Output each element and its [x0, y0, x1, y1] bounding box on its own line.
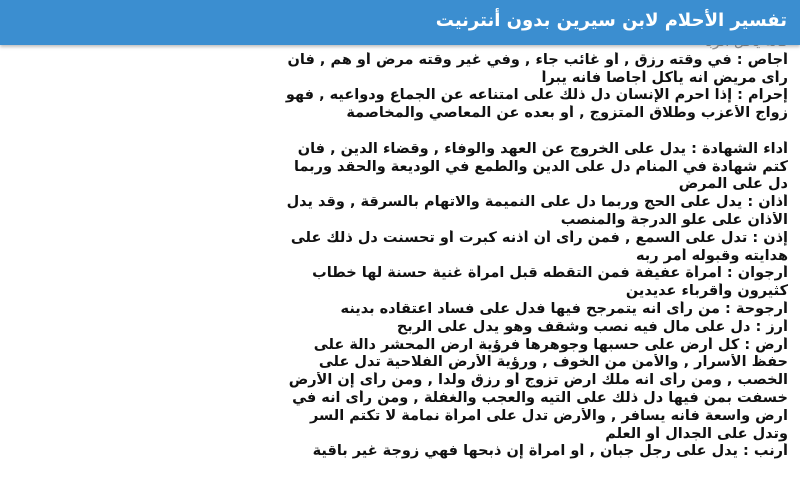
text-line: أرز : دل على مال فيه نصب وشقف وهو يدل على الربح: [396, 318, 788, 335]
dream-interpretation-text: [12, 34, 788, 461]
text-line: حفظ الأسرار , والأمن من الخوف , ورؤية الأرض الفلاحية تدل على: [318, 354, 788, 371]
text-line: أرض : كل أرض على حسبها وجوهرها فرؤية ارض المحشر دالة على: [313, 336, 788, 353]
text-line: أرنب : يدل على رجل جبان , أو امرأة إن ذبحها فهي زوجة غير باقية: [312, 443, 788, 460]
text-line: [12, 123, 788, 141]
text-line: الأذان على علو الدرجة والمنصب: [560, 211, 788, 228]
text-line: الخصب , ومن رأى انه ملك ارض تزوج أو رزق ولدا , ومن رأى إن الأرض: [288, 372, 788, 389]
text-line: أجاص : في وقته رزق , أو غائب جاء , وفي غير وقته مرض أو هم , فان: [287, 51, 788, 68]
text-line: دل على المرض: [678, 176, 788, 193]
text-line: أرجوان : امرأة عفيفة فمن التقطه قبل امرأة غنية حسنة لها خطاب: [312, 265, 788, 282]
text-line: أداء الشهادة : يدل على الخروج عن العهد والوفاء , وقضاء الدين , فان: [297, 140, 788, 157]
text-line: إذن : تدل على السمع , فمن رأى أن أذنه كبرت أو تحسنت دل ذلك على: [290, 229, 788, 246]
text-line: زواج الأعزب وطلاق المتزوج , أو بعده عن المعاصي والمخاصمة: [346, 105, 788, 122]
text-line: ارض واسعة فانه يسافر , والأرض تدل على امرأة نمامة لا تكتم السر: [309, 407, 788, 424]
content-scroll-area[interactable]: [0, 34, 800, 480]
text-line: أذان : يدل على الحج وربما دل على النميمة والاتهام بالسرقة , وقد يدل: [286, 194, 788, 211]
app-bar: [0, 0, 800, 45]
text-line: هدايته وقبوله أمر ربه: [635, 247, 788, 264]
text-line: وتدل على الجدال أو العلم: [605, 425, 788, 442]
text-line: كثيرون وأقرباء عديدين: [625, 283, 788, 300]
text-line: رأى مريض انه يأكل أجاصا فانه يبرأ: [541, 69, 788, 86]
app-title: تفسير الأحلام لابن سيرين بدون أنترنيت: [435, 10, 787, 31]
text-line: كتم شهادة في المنام دل على الدين والطمع في الوديعة والحقد وربما: [294, 158, 788, 175]
text-line: إحرام : إذا احرم الإنسان دل ذلك على امتناعه عن الجماع ودواعيه , فهو: [285, 87, 788, 104]
text-line: خسفت بمن فيها دل ذلك على التيه والعجب والغفلة , ومن رأى انه في: [292, 389, 788, 406]
text-line: أرجوحة : من رأى انه يتمرجح فيها فدل على فساد اعتقاده بدينه: [340, 300, 788, 317]
